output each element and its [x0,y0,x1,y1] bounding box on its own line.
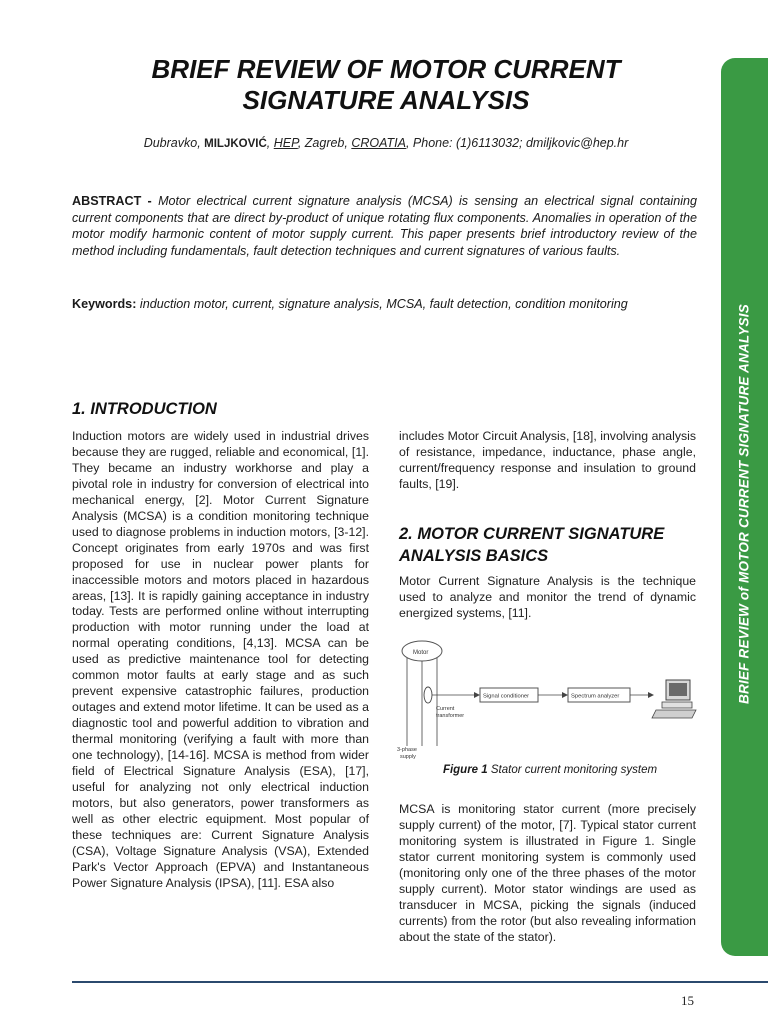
section-1-left-column: Induction motors are widely used in industrial drives because they are rugged, reliable and economical, [1]. They became an industry workhorse and play a pivotal role in industry for conversion of electrical into mechanical energy, [2]. Motor Current Signature Analysis (MCSA) is a condition monitoring technique used to diagnose problems in induction motors, [3-12]. Concept originates from early 1970s and was first proposed for use in nuclear power plants for inaccessible motors and motors placed in hazardous areas, [13]. It is rapidly gaining acceptance in industry today. Tests are performed online without interrupting production with motor running under the load at normal operating conditions, [4,13]. MCSA can be used as predictive maintenance tool for detecting common motor faults at early stage and as such prevent expensive catastrophic failures, production outages and extend motor lifetime. It can be used as a diagnostic tool and powerful addition to vibration and thermal monitoring (verifying a fault with more than one technology), [14-16]. MCSA is method from wider field of Electrical Signature Analysis (ESA), [17], useful for analyzing not only electrical induction motors, but also generators, power transformers as well as other electric equipment. Most popular of these techniques are: Current Signature Analysis (CSA), Voltage Signature Analysis (VSA), Extended Park's Vector Approach (EPVA) and Instantaneous Power Signature Analysis (IPSA), [11]. ESA also [72,429,369,890]
keywords [72,297,697,311]
arrow-to-conditioner [474,692,480,698]
caption-label: Figure 1 [442,764,488,776]
keywords-label: Keywords: [72,297,137,311]
section-2-intro: Motor Current Signature Analysis is the technique used to analyze and monitor the trend of dynamic energized systems, [11]. [399,574,696,620]
supply-label-1: 3-phase [397,747,417,753]
current-label: Current [436,706,455,712]
title-line-2: SIGNATURE ANALYSIS [242,85,530,115]
spectrum-analyzer-label: Spectrum analyzer [571,693,620,700]
section-1-right-column: includes Motor Circuit Analysis, [18], involving analysis of resistance, impedance, inductance, phase angle, current/frequency response and insulation to ground faults, [19]. [399,429,696,491]
footer-rule [72,981,768,983]
running-header-text: BRIEF REVIEW of MOTOR CURRENT SIGNATURE ANALYSIS [736,304,752,704]
section-2-heading-line-2: ANALYSIS BASICS [399,547,549,565]
abstract [72,193,697,259]
figure-1-diagram [396,628,701,762]
signal-conditioner-label: Signal conditioner [483,693,530,700]
section-2-heading-line-1: 2. MOTOR CURRENT SIGNATURE [399,525,665,543]
author-contact: , Phone: (1)6113032; dmiljkovic@hep.hr [405,136,629,150]
caption-text: Stator current monitoring system [487,764,658,776]
section-2-body: MCSA is monitoring stator current (more precisely supply current) of the motor, [7]. Typical stator current monitoring system is illustrated in Figure 1. Single stator current monitoring system is commonly used (monitoring only one of the three phases of the motor supply current). Motor stator windings are used as transducer in MCSA, picking the signals (induced currents) from the rotor (but also revealing information about the state of the stator). [399,802,696,944]
section-2-heading [399,523,664,567]
transformer-label: transformer [436,713,465,719]
computer-icon [652,680,696,718]
paper-title [72,54,700,116]
page-number: 15 [681,993,694,1008]
figure-1-caption [400,764,700,776]
author-line [72,136,700,150]
title-line-1: BRIEF REVIEW OF MOTOR CURRENT [151,54,621,84]
motor-label: Motor [413,650,429,656]
arrow-to-computer [648,692,654,698]
author-country-link[interactable]: CROATIA [351,136,406,150]
abstract-text: Motor electrical current signature analysis (MCSA) is sensing an electrical signal containing current components that are direct by-product of unique rotating flux components. Anomalies in operation of the motor modify harmonic content of motor supply current. This paper presents brief introductory review of the method including fundamentals, fault detection techniques and current signatures of various faults. [72,194,698,258]
keywords-text: induction motor, current, signature analysis, MCSA, fault detection, condition monitoring [136,297,628,311]
supply-label-2: supply [400,754,416,760]
current-transformer-shape [424,687,432,703]
author-surname: MILJKOVIĆ [204,138,267,150]
abstract-label: ABSTRACT - [72,194,152,208]
author-city: , Zagreb, [297,136,352,150]
arrow-to-analyzer [562,692,568,698]
author-separator: , [266,136,274,150]
author-first-name: Dubravko, [143,136,205,150]
author-organization-link[interactable]: HEP [273,136,298,150]
section-1-heading: 1. INTRODUCTION [72,400,217,418]
